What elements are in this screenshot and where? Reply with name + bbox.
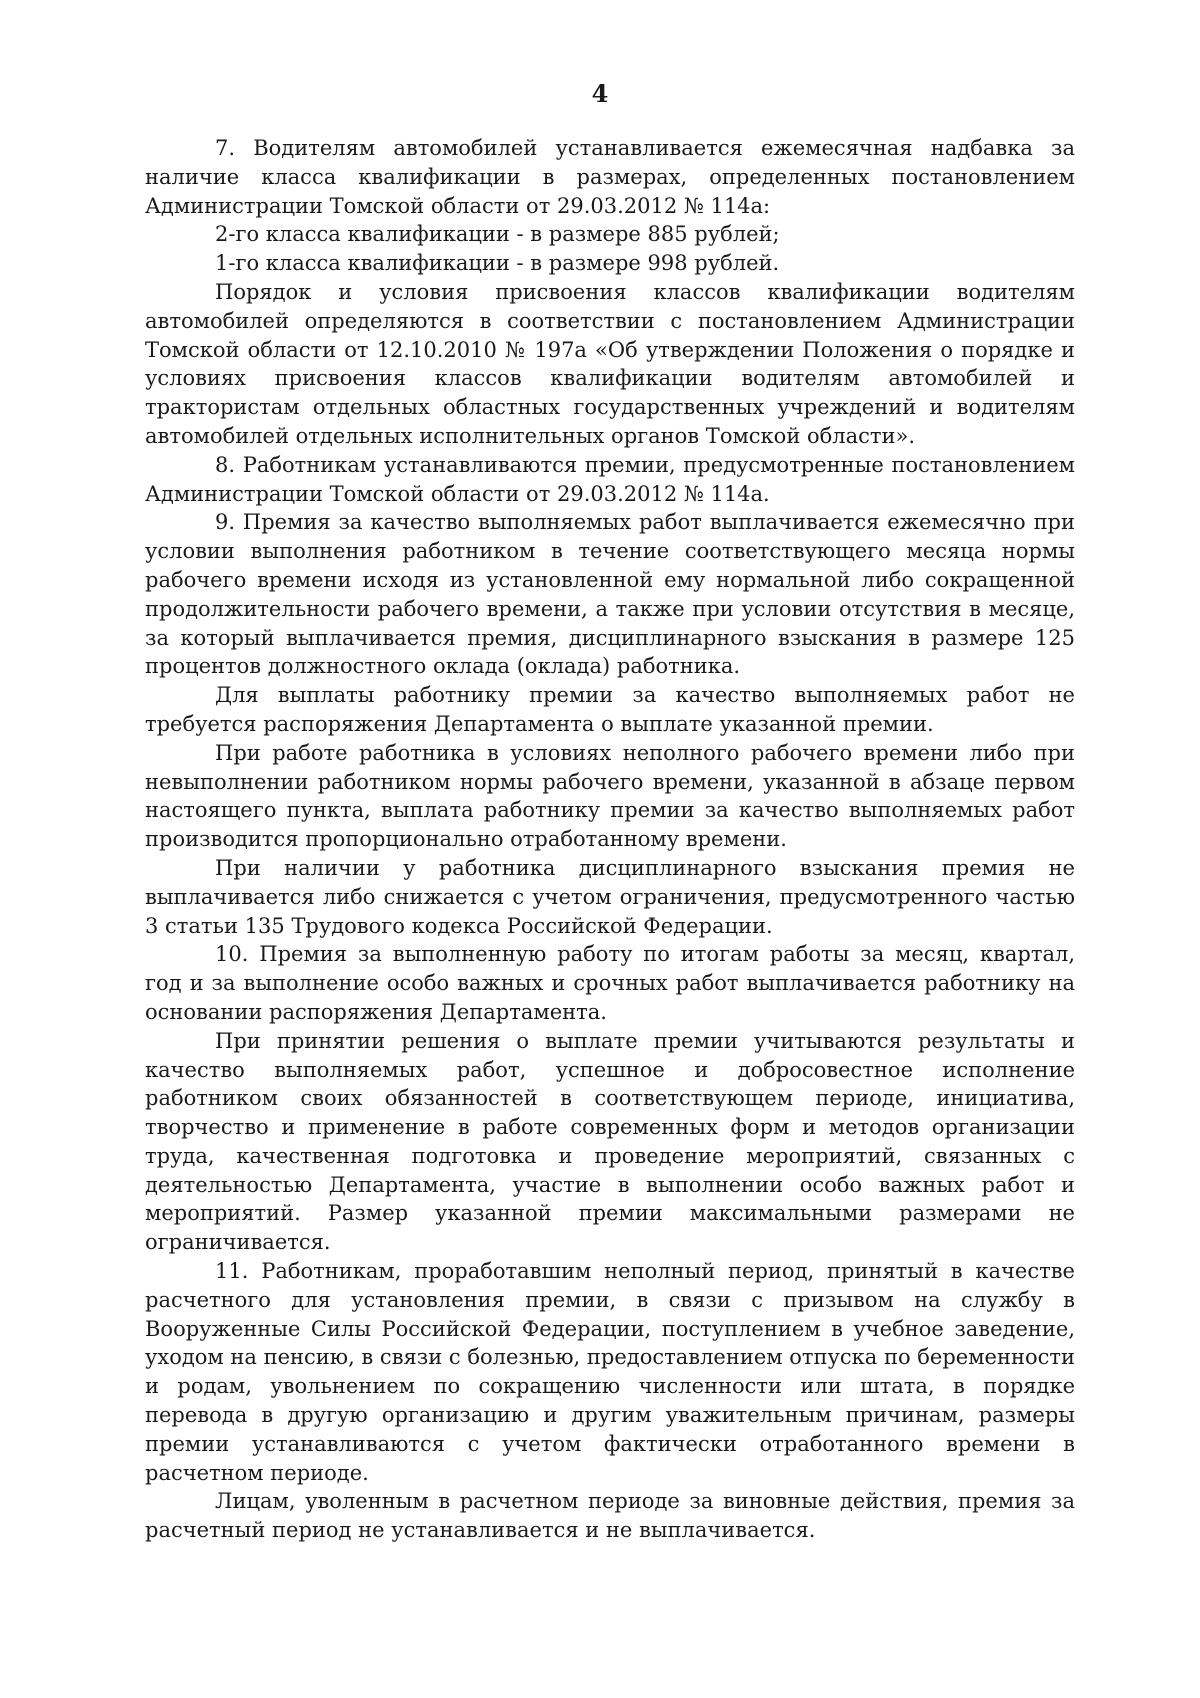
paragraph-7-class2: 2-го класса квалификации - в размере 885 рублей; (215, 222, 780, 247)
paragraph-9: 9. Премия за качество выполняемых работ выплачивается ежемесячно при условии выполнения работником в течение соответствующего месяца нормы рабочего времени исходя из установленной ему нормальной либо сокращенной продолжительности рабочего времени, а также при условии отсутствия в месяце, за который выплачивается премия, дисциплинарного взыскания в размере 125 процентов должностного оклада (оклада) работника. (145, 510, 1075, 679)
paragraph-7-class1: 1-го класса квалификации - в размере 998 рублей. (215, 251, 780, 276)
paragraph-11: 11. Работникам, проработавшим неполный период, принятый в качестве расчетного для установления премии, в связи с призывом на службу в Вооруженные Силы Российской Федерации, поступлением в учебное заведение, уходом на пенсию, в связи с болезнью, предоставлением отпуска по беременности и родам, увольнением по сокращению численности или штата, в порядке перевода в другую организацию и другим уважительным причинам, размеры премии устанавливаются с учетом фактически отработанного времени в расчетном периоде. (145, 1259, 1075, 1485)
paragraph-7-intro: 7. Водителям автомобилей устанавливается ежемесячная надбавка за наличие класса квалификации в размерах, определенных постановлением Администрации Томской области от 29.03.2012 № 114а: (145, 136, 1075, 218)
paragraph-10: 10. Премия за выполненную работу по итогам работы за месяц, квартал, год и за выполнение особо важных и срочных работ выплачивается работнику на основании распоряжения Департамента. (145, 942, 1075, 1024)
paragraph-10-criteria: При принятии решения о выплате премии учитываются результаты и качество выполняемых работ, успешное и добросовестное исполнение работником своих обязанностей в соответствующем периоде, инициатива, творчество и применение в работе современных форм и методов организации труда, качественная подготовка и проведение мероприятий, связанных с деятельностью Департамента, участие в выполнении особо важных работ и мероприятий. Размер указанной премии максимальными размерами не ограничивается. (145, 1028, 1075, 1255)
paragraph-11-dismissed: Лицам, уволенным в расчетном периоде за виновные действия, премия за расчетный период не устанавливается и не выплачивается. (145, 1489, 1075, 1543)
document-body (145, 134, 1075, 1545)
paragraph-7-procedure: Порядок и условия присвоения классов квалификации водителям автомобилей определяются в соответствии с постановлением Администрации Томской области от 12.10.2010 № 197а «Об утверждении Положения о порядке и условиях присвоения классов квалификации водителям автомобилей и трактористам отдельных областных государственных учреждений и водителям автомобилей отдельных исполнительных органов Томской области». (145, 279, 1075, 448)
page-number: 4 (591, 79, 609, 108)
paragraph-9-disciplinary: При наличии у работника дисциплинарного взыскания премия не выплачивается либо снижается с учетом ограничения, предусмотренного частью 3 статьи 135 Трудового кодекса Российской Федерации. (145, 855, 1075, 938)
paragraph-9-no-order: Для выплаты работнику премии за качество выполняемых работ не требуется распоряжения Департамента о выплате указанной премии. (145, 683, 1075, 736)
paragraph-9-part-time: При работе работника в условиях неполного рабочего времени либо при невыполнении работником нормы рабочего времени, указанной в абзаце первом настоящего пункта, выплата работнику премии за качество выполняемых работ производится пропорционально отработанному времени. (145, 740, 1075, 852)
paragraph-8: 8. Работникам устанавливаются премии, предусмотренные постановлением Администрации Томской области от 29.03.2012 № 114а. (145, 452, 1075, 506)
